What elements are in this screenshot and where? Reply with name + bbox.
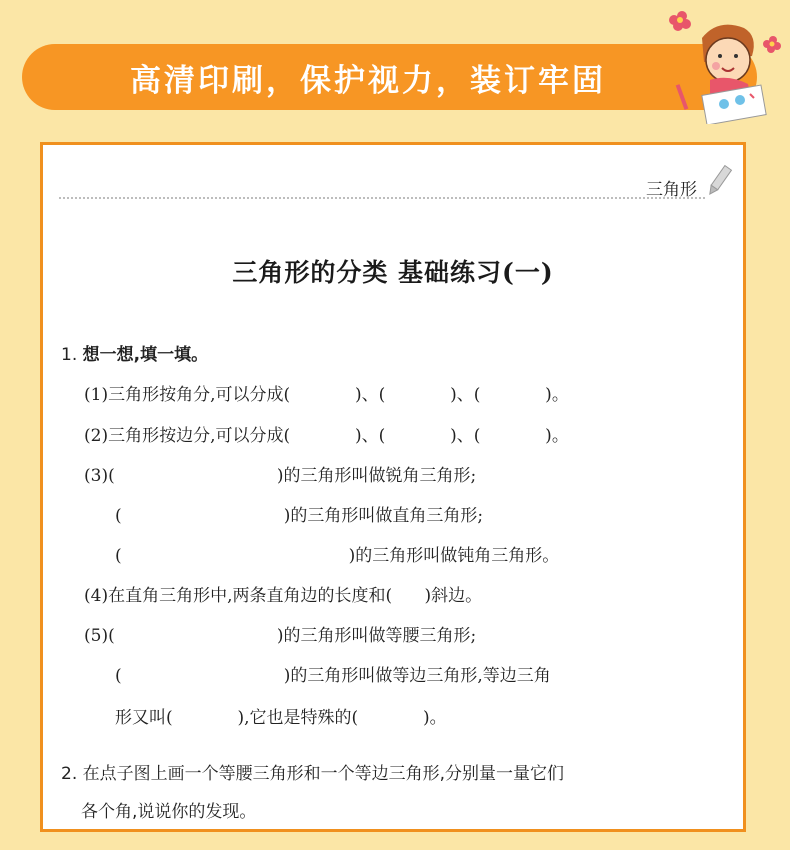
flower-icon bbox=[669, 11, 691, 31]
q1-line-8: ( )的三角形叫做等边三角形,等边三角 bbox=[115, 666, 551, 686]
flower-icon bbox=[763, 36, 781, 53]
q1-line-3: (3)( )的三角形叫做锐角三角形; bbox=[84, 466, 477, 486]
question-1-number: 1. bbox=[61, 345, 78, 365]
question-2-prompt: 在点子图上画一个等腰三角形和一个等边三角形,分别量一量它们 bbox=[82, 764, 565, 784]
q1-line-2: (2)三角形按边分,可以分成( )、( )、( )。 bbox=[84, 426, 569, 446]
pencil-icon bbox=[705, 163, 733, 199]
page-title: 三角形的分类 基础练习(一) bbox=[232, 258, 554, 287]
q1-line-4: ( )的三角形叫做直角三角形; bbox=[115, 506, 484, 526]
banner-text: 高清印刷，保护视力，装订牢固 bbox=[130, 62, 606, 99]
child-drawing-illustration bbox=[640, 4, 790, 124]
question-2-heading bbox=[61, 759, 564, 784]
q1-line-5: ( )的三角形叫做钝角三角形。 bbox=[115, 546, 560, 566]
worksheet-paper bbox=[40, 142, 746, 832]
question-2-number: 2. bbox=[61, 764, 78, 784]
question-1-prompt: 想一想,填一填。 bbox=[82, 345, 209, 365]
chapter-label: 三角形 bbox=[646, 180, 697, 200]
question-1-heading bbox=[61, 340, 208, 365]
q1-line-7: (5)( )的三角形叫做等腰三角形; bbox=[84, 626, 477, 646]
dotted-divider bbox=[59, 197, 705, 199]
q1-line-1: (1)三角形按角分,可以分成( )、( )、( )。 bbox=[84, 385, 569, 405]
q1-line-6: (4)在直角三角形中,两条直角边的长度和( )斜边。 bbox=[84, 586, 483, 606]
q1-line-9: 形又叫( ),它也是特殊的( )。 bbox=[115, 708, 447, 728]
question-2-continuation: 各个角,说说你的发现。 bbox=[81, 802, 257, 822]
